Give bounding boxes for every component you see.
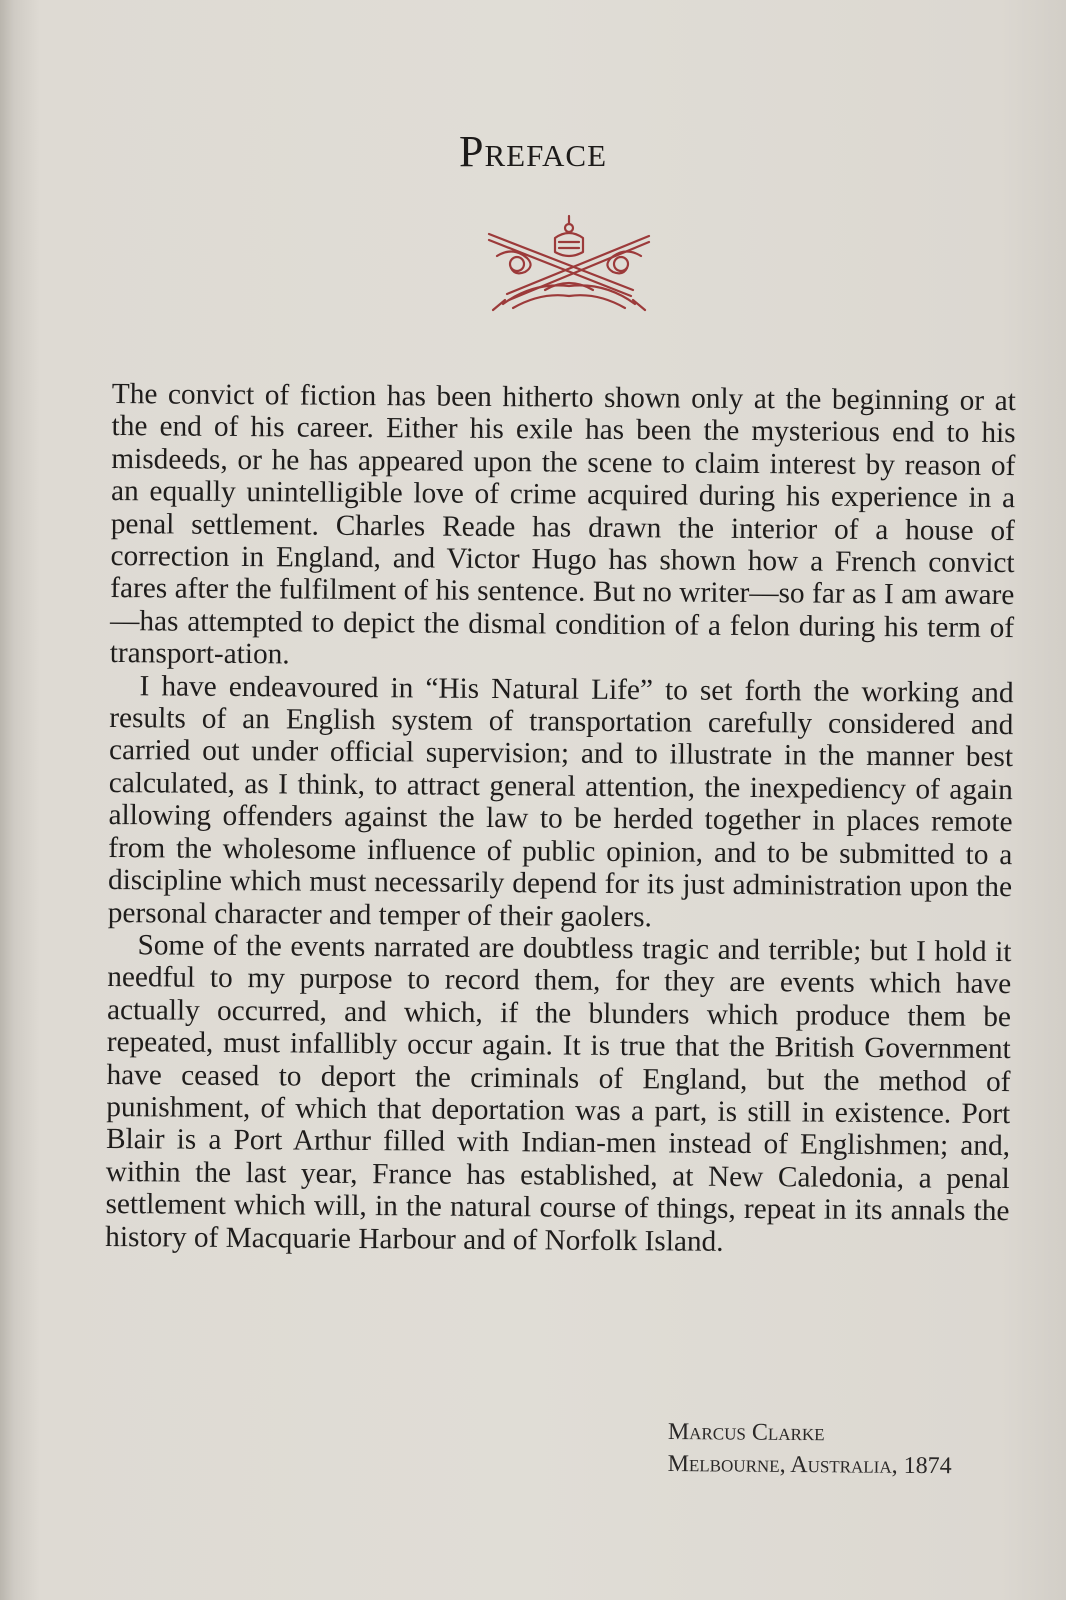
signature-block: [667, 1416, 1017, 1483]
paragraph-3: Some of the events narrated are doubtless tragic and terrible; but I hold it needful to my purpose to record them, for they are events which have actually occurred, and which, if the blunders which produce them be repeated, must infallibly occur again. It is true that the British Government have ceased to deport the criminals of England, but the method of punishment, of which that deportation was a part, is still in existence. Port Blair is a Port Arthur filled with Indian-men instead of Englishmen; and, within the last year, France has established, at New Caledonia, a penal settlement which will, in the natural course of things, repeat in its annals the history of Macquarie Harbour and of Norfolk Island.: [105, 929, 1012, 1258]
place-date: Melbourne, Australia, 1874: [667, 1450, 952, 1480]
paragraph-1: The convict of fiction has been hitherto shown only at the beginning or at the end of his career. Either his exile has been the mysterious end to his misdeeds, or he has appeared upon the scene to claim interest by reason of an equally unintelligible love of crime acquired during his experience in a penal settlement. Charles Reade has drawn the interior of a house of correction in England, and Victor Hugo has shown how a French convict fares after the fulfilment of his sentence. But no writer—so far as I am aware—has attempted to depict the dismal condition of a felon during his term of transport-ation.: [109, 378, 1016, 671]
author-name: Marcus Clarke: [667, 1418, 825, 1447]
crossed-quills-emblem-icon: [483, 212, 655, 312]
preface-body: [105, 378, 1016, 1260]
paragraph-2: I have endeavoured in “His Natural Life” to set forth the working and results of an English system of transportation carefully considered and carried out under official supervision; and to illustrate in the manner best calculated, as I think, to attract general attention, the inexpediency of again allowing offenders against the law to be herded together in places remote from the wholesome influence of public opinion, and to be submitted to a discipline which must necessarily depend for its just administration upon the personal character and temper of their gaolers.: [107, 669, 1014, 933]
page-title: Preface: [458, 127, 608, 176]
